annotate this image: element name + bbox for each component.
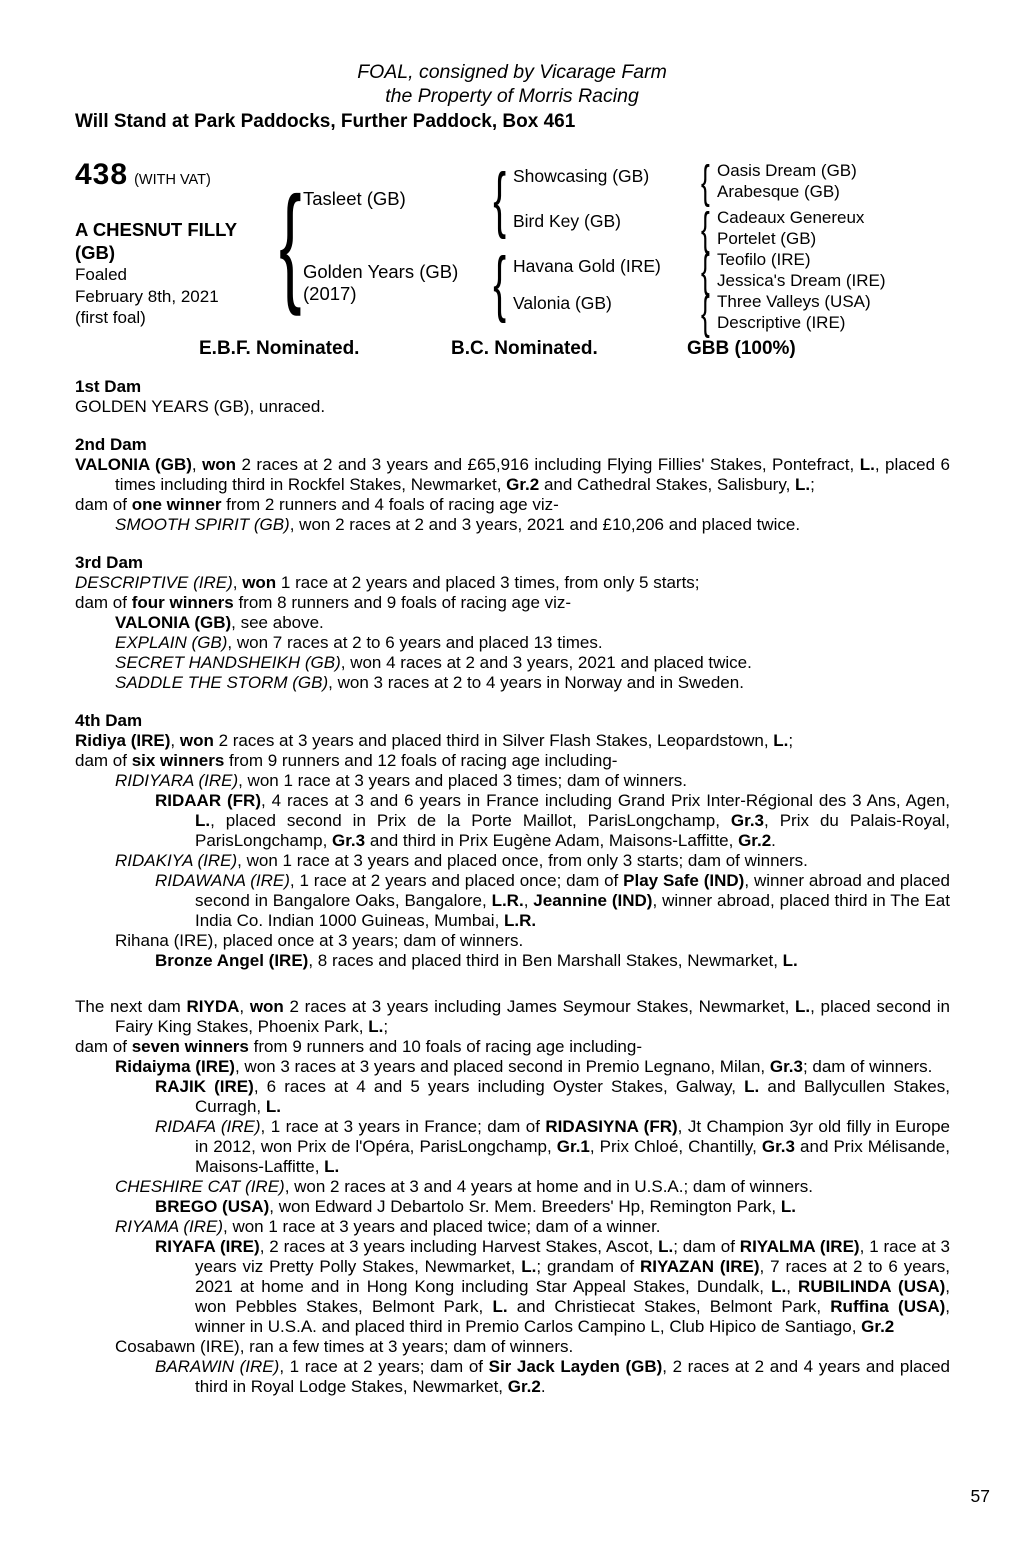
sire-name: Tasleet (GB) bbox=[303, 188, 406, 209]
text-run: VALONIA (GB) bbox=[75, 455, 192, 474]
text-run: Gr.2 bbox=[507, 1377, 541, 1396]
dam-name-block bbox=[303, 261, 458, 305]
text-run: four winners bbox=[131, 593, 234, 612]
text-run: , won 1 race at 3 years and placed twice; dam of a winner. bbox=[223, 1217, 661, 1236]
sire-sire-parents-brace: { bbox=[700, 156, 710, 209]
sire-sire-dam: Arabesque (GB) bbox=[717, 182, 840, 201]
pedigree-paragraph bbox=[75, 1237, 950, 1337]
text-run: Jeannine (IND) bbox=[533, 891, 653, 910]
text-run: and Cathedral Stakes, Salisbury, bbox=[539, 475, 796, 494]
text-run: ; grandam of bbox=[536, 1257, 640, 1276]
text-run: from 8 runners and 9 foals of racing age viz- bbox=[233, 593, 572, 612]
text-run: DESCRIPTIVE (IRE) bbox=[75, 573, 233, 592]
text-run: from 9 runners and 12 foals of racing age including- bbox=[224, 751, 618, 770]
text-run: , won 4 races at 2 and 3 years, 2021 and placed twice. bbox=[340, 653, 752, 672]
pedigree-paragraph bbox=[75, 515, 950, 535]
text-run: RIYAZAN (IRE) bbox=[640, 1257, 760, 1276]
text-run: , won 3 races at 2 to 4 years in Norway and in Sweden. bbox=[328, 673, 744, 692]
text-run: , 2 races at 3 years including Harvest Stakes, Ascot, bbox=[259, 1237, 659, 1256]
bc-nomination: B.C. Nominated. bbox=[451, 338, 598, 359]
pedigree-paragraph bbox=[75, 573, 950, 593]
sire-dam-dam: Portelet (GB) bbox=[717, 229, 817, 248]
text-run: from 2 runners and 4 foals of racing age viz- bbox=[221, 495, 559, 514]
pedigree-paragraph bbox=[75, 1197, 950, 1217]
text-run: EXPLAIN (GB) bbox=[115, 633, 228, 652]
text-run: 1 race at 2 years and placed 3 times, from only 5 starts; bbox=[276, 573, 700, 592]
pedigree-paragraph bbox=[75, 397, 950, 417]
page-header bbox=[0, 0, 1024, 134]
text-run: dam of bbox=[75, 1037, 132, 1056]
text-run: seven winners bbox=[131, 1037, 249, 1056]
text-run: CHESHIRE CAT (IRE) bbox=[115, 1177, 285, 1196]
text-run: L. bbox=[780, 1197, 796, 1216]
property-line: the Property of Morris Racing bbox=[385, 85, 639, 107]
text-run: . bbox=[540, 1377, 546, 1396]
text-run: , 8 races and placed third in Ben Marshall Stakes, Newmarket, bbox=[308, 951, 783, 970]
lot-vat-note: (WITH VAT) bbox=[134, 172, 211, 188]
pedigree-paragraph bbox=[75, 1057, 950, 1077]
page-number: 57 bbox=[970, 1486, 990, 1506]
dam-dam-dam: Descriptive (IRE) bbox=[717, 313, 846, 332]
text-run: RUBILINDA (USA) bbox=[798, 1277, 946, 1296]
pedigree-paragraph bbox=[75, 1077, 950, 1117]
dam-parents-brace: { bbox=[493, 242, 507, 324]
text-run: , 7 races at 2 to 6 years, 2021 at home and in Hong Kong including Star Appeal Stakes, Dundalk, bbox=[195, 1257, 950, 1296]
text-run: , 1 race at 2 years and placed once; dam of bbox=[289, 871, 624, 890]
pedigree-paragraph bbox=[75, 931, 950, 951]
text-run: L. bbox=[368, 1017, 384, 1036]
text-run: won bbox=[242, 573, 277, 592]
text-run: RIDAAR (FR) bbox=[155, 791, 261, 810]
text-run: L. bbox=[859, 455, 875, 474]
text-run: RIYDA bbox=[186, 997, 240, 1016]
pedigree-paragraph bbox=[75, 1357, 950, 1397]
text-run: Gr.2 bbox=[861, 1317, 895, 1336]
text-run: BARAWIN (IRE) bbox=[155, 1357, 280, 1376]
text-run: , bbox=[191, 455, 203, 474]
text-run: , 1 race at 3 years in France; dam of bbox=[260, 1117, 546, 1136]
text-run: Play Safe (IND) bbox=[623, 871, 745, 890]
text-run: , won Pebbles Stakes, Belmont Park, bbox=[195, 1277, 950, 1316]
text-run: L. bbox=[658, 1237, 674, 1256]
text-run: , won 1 race at 3 years and placed once, from only 3 starts; dam of winners. bbox=[237, 851, 808, 870]
section-heading: 4th Dam bbox=[75, 711, 143, 730]
dam-section bbox=[75, 377, 950, 417]
dam-name: Golden Years (GB) bbox=[303, 261, 459, 282]
text-run: and Christiecat Stakes, Belmont Park, bbox=[507, 1297, 831, 1316]
pedigree-paragraph bbox=[75, 633, 950, 653]
pedigree-paragraph bbox=[75, 791, 950, 851]
text-run: won bbox=[249, 997, 284, 1016]
text-run: dam of bbox=[75, 593, 132, 612]
text-run: RIDIYARA (IRE) bbox=[115, 771, 239, 790]
section-heading: 3rd Dam bbox=[75, 553, 144, 572]
section-heading: 1st Dam bbox=[75, 377, 142, 396]
text-run: L. bbox=[195, 811, 211, 830]
text-run: RIDASIYNA (FR) bbox=[545, 1117, 678, 1136]
dam-dam-parents-brace: { bbox=[700, 287, 710, 340]
dam-section bbox=[75, 553, 950, 693]
text-run: , 6 races at 4 and 5 years including Oyster Stakes, Galway, bbox=[253, 1077, 745, 1096]
gbb-status: GBB (100%) bbox=[687, 338, 796, 359]
text-run: Cosabawn (IRE), ran a few times at 3 years; dam of winners. bbox=[115, 1337, 574, 1356]
text-run: L. bbox=[773, 731, 789, 750]
text-run: L. bbox=[795, 997, 811, 1016]
text-run: , placed 6 times including third in Rockfel Stakes, Newmarket, bbox=[115, 455, 950, 494]
sire-dam: Bird Key (GB) bbox=[513, 211, 621, 231]
text-run: L. bbox=[521, 1257, 537, 1276]
text-run: SECRET HANDSHEIKH (GB) bbox=[115, 653, 341, 672]
text-run: RIYAMA (IRE) bbox=[115, 1217, 223, 1236]
text-run: dam of bbox=[75, 751, 132, 770]
pedigree-paragraph bbox=[75, 1177, 950, 1197]
pedigree-paragraph bbox=[75, 851, 950, 871]
pedigree-paragraph bbox=[75, 997, 950, 1037]
text-run: Gr.3 bbox=[332, 831, 366, 850]
text-run: Gr.2 bbox=[506, 475, 540, 494]
text-run: , won 7 races at 2 to 6 years and placed 13 times. bbox=[227, 633, 603, 652]
text-run: , Prix Chloé, Chantilly, bbox=[589, 1137, 762, 1156]
text-run: , won 3 races at 3 years and placed second in Premio Legnano, Milan, bbox=[234, 1057, 770, 1076]
sire-dam-parents-brace: { bbox=[700, 203, 710, 256]
dam-sire-parents bbox=[717, 249, 886, 291]
text-run: , won 2 races at 3 and 4 years at home and in U.S.A.; dam of winners. bbox=[284, 1177, 813, 1196]
text-run: , winner abroad and placed second in Bangalore Oaks, Bangalore, bbox=[195, 871, 951, 910]
text-run: , bbox=[239, 997, 250, 1016]
sire-parents-brace: { bbox=[493, 158, 507, 240]
pedigree-paragraph bbox=[75, 951, 950, 971]
text-run: L. bbox=[492, 1297, 508, 1316]
text-run: BREGO (USA) bbox=[155, 1197, 270, 1216]
text-run: one winner bbox=[131, 495, 222, 514]
text-run: , 4 races at 3 and 6 years in France including Grand Prix Inter-Régional des 3 Ans, Agen, bbox=[261, 791, 950, 810]
pedigree-paragraph bbox=[75, 871, 950, 931]
sire-sire: Showcasing (GB) bbox=[513, 166, 650, 186]
text-run: , winner in U.S.A. and placed third in Premio Carlos Campino L, Club Hipico de Santiago, bbox=[195, 1297, 950, 1336]
text-run: RAJIK (IRE) bbox=[155, 1077, 254, 1096]
text-run: and Prix Mélisande, Maisons-Laffitte, bbox=[195, 1137, 950, 1176]
text-run: RIYAFA (IRE) bbox=[155, 1237, 260, 1256]
text-run: six winners bbox=[131, 751, 225, 770]
text-run: L. bbox=[324, 1157, 340, 1176]
text-run: ; dam of winners. bbox=[802, 1057, 933, 1076]
text-run: Ridaiyma (IRE) bbox=[115, 1057, 235, 1076]
section-heading: 2nd Dam bbox=[75, 435, 147, 454]
lot-name-suffix: (GB) bbox=[75, 242, 116, 263]
pedigree-paragraph bbox=[75, 1117, 950, 1177]
text-run: and Ballycullen Stakes, Curragh, bbox=[195, 1077, 950, 1116]
dam-sire: Havana Gold (IRE) bbox=[513, 256, 661, 276]
text-run: , 1 race at 3 years viz Pretty Polly Stakes, Newmarket, bbox=[195, 1237, 950, 1276]
text-run: L. bbox=[771, 1277, 787, 1296]
foaled-label: Foaled bbox=[75, 265, 127, 284]
text-run: ; dam of bbox=[673, 1237, 740, 1256]
text-run: ; bbox=[810, 475, 815, 494]
consignment-line: FOAL, consigned by Vicarage Farm bbox=[357, 61, 667, 83]
text-run: ; bbox=[383, 1017, 389, 1036]
text-run: , winner abroad, placed third in The Eat India Co. Indian 1000 Guineas, Mumbai, bbox=[195, 891, 950, 930]
text-run: Ridiya (IRE) bbox=[75, 731, 171, 750]
text-run: , bbox=[170, 731, 180, 750]
dam-section bbox=[75, 711, 950, 971]
text-run: , bbox=[523, 891, 534, 910]
pedigree-paragraph bbox=[75, 613, 950, 633]
text-run: SMOOTH SPIRIT (GB) bbox=[115, 515, 290, 534]
text-run: The next dam bbox=[75, 997, 187, 1016]
text-run: , placed second in Prix de la Porte Maillot, ParisLongchamp, bbox=[210, 811, 731, 830]
text-run: , see above. bbox=[231, 613, 324, 632]
text-run: RIYALMA (IRE) bbox=[739, 1237, 860, 1256]
pedigree-paragraph bbox=[75, 673, 950, 693]
text-run: Bronze Angel (IRE) bbox=[155, 951, 309, 970]
dam-section bbox=[75, 435, 950, 535]
text-run: Gr.3 bbox=[730, 811, 765, 830]
dam-year: (2017) bbox=[303, 283, 357, 304]
text-run: RIDAWANA (IRE) bbox=[155, 871, 290, 890]
text-run: L. bbox=[782, 951, 798, 970]
foaled-date: February 8th, 2021 bbox=[75, 286, 219, 306]
text-run: Gr.2 bbox=[738, 831, 772, 850]
text-run: , won Edward J Debartolo Sr. Mem. Breeders' Hp, Remington Park, bbox=[269, 1197, 781, 1216]
dam-dam-sire: Three Valleys (USA) bbox=[717, 292, 871, 311]
dam-dam: Valonia (GB) bbox=[513, 293, 612, 313]
text-run: Rihana (IRE), placed once at 3 years; dam of winners. bbox=[115, 931, 524, 950]
text-run: GOLDEN YEARS (GB), unraced. bbox=[75, 397, 326, 416]
text-run: , won 1 race at 3 years and placed 3 times; dam of winners. bbox=[238, 771, 687, 790]
text-run: RIDAKIYA (IRE) bbox=[115, 851, 238, 870]
text-run: , Jt Champion 3yr old filly in Europe in 2012, won Prix de l'Opéra, ParisLongchamp, bbox=[195, 1117, 950, 1156]
text-run: ; bbox=[788, 731, 794, 750]
dam-sire-parents-brace: { bbox=[700, 245, 710, 298]
text-run: , bbox=[232, 573, 243, 592]
lot-description bbox=[75, 218, 237, 329]
text-run: Ruffina (USA) bbox=[830, 1297, 946, 1316]
text-run: , bbox=[786, 1277, 799, 1296]
text-run: Gr.3 bbox=[769, 1057, 803, 1076]
generation1-brace: { bbox=[279, 169, 302, 317]
pedigree-paragraph bbox=[75, 771, 950, 791]
sire-dam-parents bbox=[717, 207, 864, 249]
text-run: and third in Prix Eugène Adam, Maisons-Laffitte, bbox=[365, 831, 739, 850]
text-run: 2 races at 3 years including James Seymour Stakes, Newmarket, bbox=[283, 997, 796, 1016]
pedigree-paragraph bbox=[75, 593, 950, 613]
pedigree-paragraph bbox=[75, 1037, 950, 1057]
text-run: Gr.1 bbox=[556, 1137, 590, 1156]
text-run: , 1 race at 2 years; dam of bbox=[279, 1357, 489, 1376]
foal-note: (first foal) bbox=[75, 308, 146, 327]
sire-dam-sire: Cadeaux Genereux bbox=[717, 208, 865, 227]
nominations-line bbox=[0, 338, 1024, 361]
sire-sire-parents bbox=[717, 160, 857, 202]
text-run: 2 races at 3 years and placed third in Silver Flash Stakes, Leopardstown, bbox=[213, 731, 774, 750]
text-run: L. bbox=[265, 1097, 281, 1116]
stand-location-line: Will Stand at Park Paddocks, Further Paddock, Box 461 bbox=[75, 111, 576, 132]
pedigree-paragraph bbox=[75, 1217, 950, 1237]
text-run: RIDAFA (IRE) bbox=[155, 1117, 261, 1136]
pedigree-paragraph bbox=[75, 1337, 950, 1357]
text-run: , placed second in Fairy King Stakes, Phoenix Park, bbox=[115, 997, 951, 1036]
text-run: Gr.3 bbox=[761, 1137, 795, 1156]
text-run: VALONIA (GB) bbox=[115, 613, 232, 632]
text-run: . bbox=[771, 831, 776, 850]
dam-sections bbox=[0, 377, 1024, 1397]
text-run: won bbox=[202, 455, 237, 474]
dam-dam-parents bbox=[717, 291, 871, 333]
lot-number: 438 bbox=[75, 158, 129, 191]
lot-name: A CHESNUT FILLY bbox=[75, 219, 238, 240]
text-run: 2 races at 2 and 3 years and £65,916 including Flying Fillies' Stakes, Pontefract, bbox=[236, 455, 860, 474]
sire-sire-sire: Oasis Dream (GB) bbox=[717, 161, 857, 180]
dam-section bbox=[75, 997, 950, 1397]
pedigree-paragraph bbox=[75, 751, 950, 771]
text-run: SADDLE THE STORM (GB) bbox=[115, 673, 329, 692]
pedigree-paragraph bbox=[75, 455, 950, 495]
text-run: L. bbox=[744, 1077, 760, 1096]
text-run: L.R. bbox=[491, 891, 524, 910]
pedigree-paragraph bbox=[75, 495, 950, 515]
text-run: Sir Jack Layden (GB) bbox=[488, 1357, 663, 1376]
text-run: won bbox=[179, 731, 214, 750]
ebf-nomination: E.B.F. Nominated. bbox=[199, 338, 360, 359]
text-run: dam of bbox=[75, 495, 132, 514]
text-run: , 2 races at 2 and 4 years and placed third in Royal Lodge Stakes, Newmarket, bbox=[195, 1357, 950, 1396]
dam-sire-sire: Teofilo (IRE) bbox=[717, 250, 811, 269]
pedigree-chart bbox=[0, 146, 1024, 338]
pedigree-paragraph bbox=[75, 653, 950, 673]
text-run: from 9 runners and 10 foals of racing age including- bbox=[248, 1037, 642, 1056]
text-run: L. bbox=[795, 475, 811, 494]
text-run: L.R. bbox=[504, 911, 537, 930]
dam-sire-dam: Jessica's Dream (IRE) bbox=[717, 271, 886, 290]
text-run: , Prix du Palais-Royal, ParisLongchamp, bbox=[195, 811, 950, 850]
text-run: , won 2 races at 2 and 3 years, 2021 and £10,206 and placed twice. bbox=[289, 515, 801, 534]
lot-line bbox=[75, 158, 211, 192]
pedigree-paragraph bbox=[75, 731, 950, 751]
